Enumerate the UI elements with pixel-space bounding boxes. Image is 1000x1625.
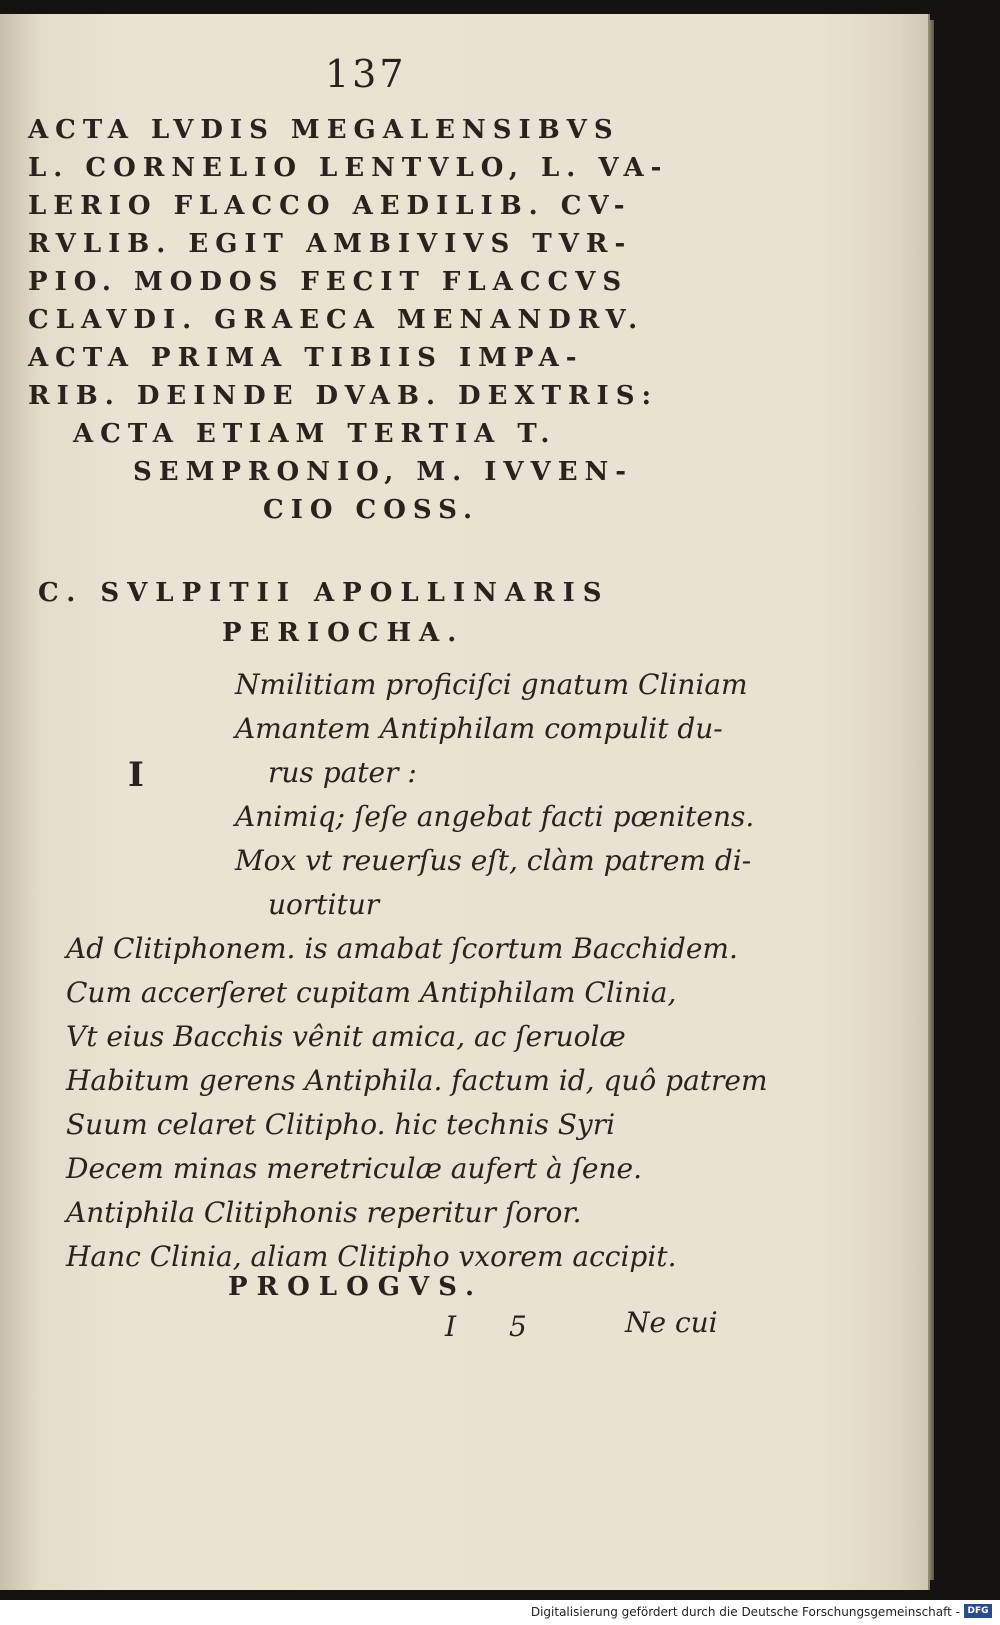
- periocha-line: Vt eius Bacchis vênit amica, ac ſeruolæ: [66, 1020, 626, 1053]
- didascalia-line: RIB. DEINDE DVAB. DEXTRIS:: [28, 381, 659, 411]
- catchword: Ne cui: [625, 1306, 718, 1339]
- periocha-line: Amantem Antiphilam compulit du-: [235, 712, 723, 745]
- didascalia-line: ACTA LVDIS MEGALENSIBVS: [28, 115, 620, 145]
- didascalia-line: CLAVDI. GRAECA MENANDRV.: [28, 305, 645, 335]
- didascalia-line: ACTA PRIMA TIBIIS IMPA-: [28, 343, 584, 373]
- prologus-heading: PROLOGVS.: [228, 1272, 484, 1302]
- periocha-line: Animiq; ſeſe angebat facti pœnitens.: [235, 800, 755, 833]
- periocha-title: C. SVLPITII APOLLINARIS: [38, 578, 610, 608]
- periocha-line: Suum celaret Clitipho. hic technis Syri: [66, 1108, 616, 1141]
- didascalia-line: LERIO FLACCO AEDILIB. CV-: [28, 191, 632, 221]
- dfg-logo: DFG: [964, 1604, 992, 1618]
- digitization-credit: Digitalisierung gefördert durch die Deutsche Forschungsgemeinschaft -: [530, 1605, 960, 1619]
- didascalia-line: SEMPRONIO, M. IVVEN-: [133, 457, 634, 487]
- page-number: 137: [325, 52, 407, 96]
- periocha-line: rus pater :: [268, 756, 417, 789]
- periocha-line: Mox vt reuerſus eſt, clàm patrem di-: [235, 844, 752, 877]
- drop-letter: I: [128, 755, 144, 795]
- periocha-line: Nmilitiam proficiſci gnatum Cliniam: [235, 668, 748, 701]
- didascalia-line: ACTA ETIAM TERTIA T.: [73, 419, 557, 449]
- periocha-line: Ad Clitiphonem. is amabat ſcortum Bacchidem.: [66, 932, 738, 965]
- periocha-subtitle: PERIOCHA.: [222, 618, 465, 648]
- periocha-line: Hanc Clinia, aliam Clitipho vxorem accipit.: [66, 1240, 677, 1273]
- didascalia-line: CIO COSS.: [263, 495, 480, 525]
- page-edge: [928, 20, 934, 1580]
- didascalia-line: RVLIB. EGIT AMBIVIVS TVR-: [28, 229, 633, 259]
- didascalia-line: L. CORNELIO LENTVLO, L. VA-: [28, 153, 669, 183]
- periocha-line: Decem minas meretriculæ aufert à ſene.: [66, 1152, 643, 1185]
- periocha-line: Antiphila Clitiphonis reperitur ſoror.: [66, 1196, 582, 1229]
- didascalia-line: PIO. MODOS FECIT FLACCVS: [28, 267, 629, 297]
- signature-mark: I 5: [445, 1310, 549, 1343]
- periocha-line: Habitum gerens Antiphila. factum id, quô patrem: [66, 1064, 768, 1097]
- periocha-line: Cum accerſeret cupitam Antiphilam Clinia,: [66, 976, 677, 1009]
- periocha-line: uortitur: [268, 888, 380, 921]
